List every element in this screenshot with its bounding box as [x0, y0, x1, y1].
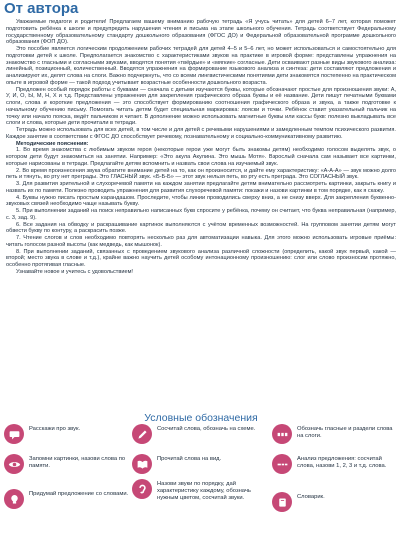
legend — [4, 424, 398, 548]
legend-title: Условные обозначения — [144, 412, 258, 424]
paragraph: Уважаемые педагоги и родители! Предлагаем вашему вниманию рабочую тетрадь «Я учусь читать» для детей 6–7 лет, которая поможет подготовить ребёнка к школе и предупредить нарушения чтения и письма на этапе школьного обучения. Тетрадь соответствует Федеральному государственному образовательному стандарту дошкольного образования (ФГОС ДО) и Федеральной образовательной программе дошкольного образования (ФОП ДО). — [6, 19, 396, 46]
paragraph: Тетрадь можно использовать для всех детей, в том числе и для детей с речевыми нарушениями и замедленным темпом психического развития. Каждое занятие в соответствии с ФГОС ДО способствует речевому, познавательному и социально-коммуникативному развитию. — [6, 127, 396, 140]
closing-line: Узнавайте новое и учитесь с удовольствием! — [16, 268, 133, 275]
method-item: 1. Во время знакомства с любимым звуком героя (некоторые герои уже могут быть знакомы детям) необходимо голосом выделять звук, о котором дети будут знакомиться на занятии. Например: «Это акула Акулина. Это мышь Мотя». Взрослый сначала сам называет все картинки, которые нарисованы в тетради. Предлагайте детям вспомнить и назвать свои слова на изучаемый звук. — [6, 147, 396, 167]
legend-item: Назови звуки по порядку, дай характеристику каждому, обозначь нужным цветом, сосчитай звуки. — [132, 479, 270, 502]
legend-item: Обозначь гласные и раздели слова на слоги. — [272, 424, 398, 444]
legend-item: Запомни картинки, назови слова по памяти. — [4, 454, 132, 474]
ear-icon — [132, 479, 152, 499]
method-item: 5. При выполнении заданий на поиск неправильно написанных букв спросите у ребёнка, почему он считает, что буква неправильная (например, с. 3, зад. 9). — [6, 208, 396, 221]
author-text — [6, 19, 396, 276]
method-item: 8. При выполнении заданий, связанных с проведением звукового анализа различной сложности (определить, какой звук первый, какой — второй; место звука в слове и т.д.), крайне важно научить детей особому интонационному произношению: слог или слово произносим протяжно, особенно протягивая гласные. — [6, 248, 396, 268]
dictionary-icon — [272, 492, 292, 512]
vowels-icon — [272, 424, 292, 444]
speech-icon — [4, 424, 24, 444]
paragraph: Предложен особый порядок работы с буквами — сначала с детьми изучаются буквы, которые обозначают простые для произношения звуки: А, У, И, О, Ы, М, Н, Х и т.д. Представлены упражнения для закрепления графического образа буквы и её название. Дети пишут печатными буквами слоги, слова и короткие предложения — это способствует формированию соотношения графического образа и звука, а также подготовке к начальному обучению письму. Помогать читать детям будет специальная маркировка: лояски и точки. Ребёнок ставит указательный пальчик на точку или начало пояска, ведёт пальчиком и читает. В дополнение можно использовать магнитные буквы или кассы букв: полезно выкладывать все слоги и слова, которые дети прочитали в тетради. — [6, 86, 396, 127]
paragraph: Это пособие является логическим продолжением рабочих тетрадей для детей 4–5 и 5–6 лет, но может использоваться и самостоятельно для подготовки детей к школе. Предполагается знакомство с характеристиками звуков на практике в игровой форме: представлены упражнения на знакомство с гласными и согласными звуками, вводятся понятия «твёрдые» и «мягкие» согласные. Дети осваивают разные виды звукового анализа: линейный, позиционный, количественный. Вводятся упражнения на формирование языкового анализа и синтеза: дети составляют предложения и анализируют их, делят слова на слоги. Важно подчеркнуть, что со всеми лингвистическими понятиями дети знакомятся постепенно на практическом опыте в игровой форме — такой подход учитывает возрастные особенности дошкольного возраста. — [6, 46, 396, 86]
legend-item: Сосчитай слова, обозначь на схеме. — [132, 424, 270, 444]
page-title: От автора — [4, 0, 79, 17]
legend-item: Придумай предложение со словами. — [4, 489, 132, 509]
method-item: 4. Буквы нужно писать простым карандашом. Проследите, чтобы линии проводились сверху вниз, а не снизу вверх. Для закрепления буквенно-звуковых связей необходимо чаще называть букву. — [6, 194, 396, 208]
method-item: 2. Во время произнесения звука обратите внимание детей на то, как он произносится, и дайте ему характеристику: «А-А-А» — звук можно долго петь и тянуть, во рту нет преграды. Это ГЛАСНЫЙ звук. «Б-Б-Б» — этот звук нельзя петь, во рту есть преграда. Это СОГЛАСНЫЙ звук. — [6, 167, 396, 181]
legend-item: Словарик. — [272, 492, 398, 512]
method-item: 7. Чтение слогов и слов необходимо повторять несколько раз для автоматизации навыка. Для этого можно использовать игровые приёмы: читать голосом разной высоты (как медведь, как мышонок). — [6, 235, 396, 248]
sentence-icon — [272, 454, 292, 474]
eye-icon — [4, 454, 24, 474]
lightbulb-icon — [4, 489, 24, 509]
pencil-icon — [132, 424, 152, 444]
book-icon — [132, 454, 152, 474]
legend-item: Анализ предложения: сосчитай слова, назови 1, 2, 3 и т.д. слова. — [272, 454, 398, 474]
methods-heading: Методические пояснения: — [16, 140, 89, 147]
method-item: 6. Все задания на обводку и раскрашивание картинок выполняются с учётом временных возможностей. На групповом занятии детям могут обвести букву по контуру, а раскрасить позже. — [6, 221, 396, 235]
legend-item: Прочитай слова на вид. — [132, 454, 270, 474]
legend-item: Расскажи про звук. — [4, 424, 132, 444]
method-item: 3. Для развития зрительной и слухоречевой памяти на каждом занятии предлагайте детям внимательно рассмотреть картинки, закрыть книгу и назвать их по памяти. Полезно проводить упражнения для развития слухоречевой памяти: покажи и назови картинки в том порядке, как я скажу. — [6, 181, 396, 194]
title-bar — [0, 0, 402, 18]
